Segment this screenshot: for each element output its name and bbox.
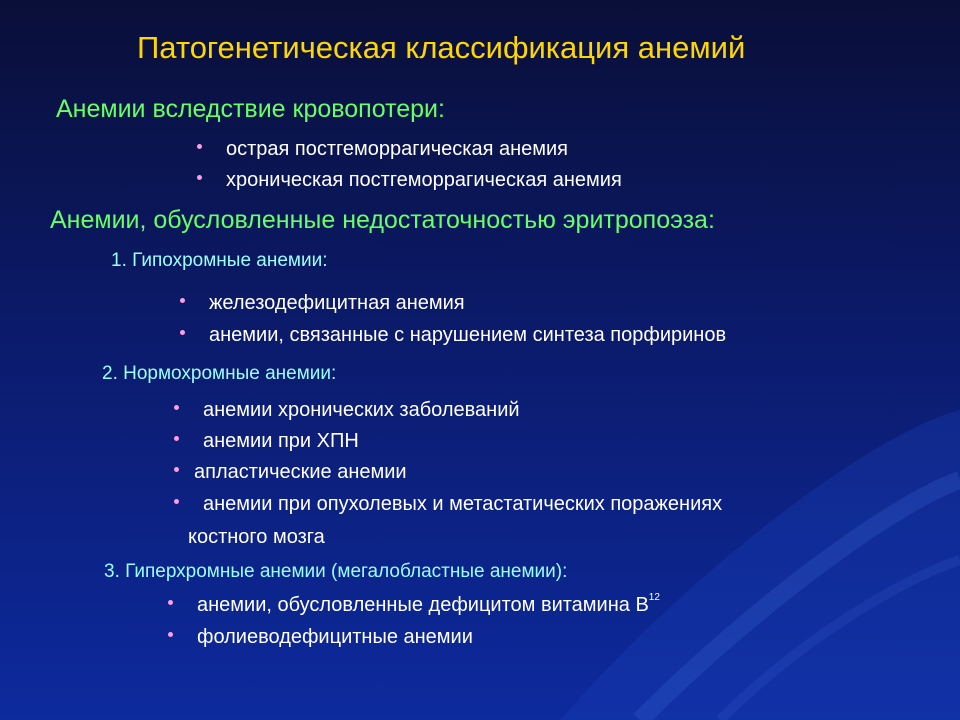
subheading-hypochromic: 1. Гипохромные анемии: bbox=[111, 250, 328, 271]
bullet-icon bbox=[174, 436, 179, 441]
list-item: острая постгеморрагическая анемия bbox=[226, 138, 569, 160]
list-item-continuation: костного мозга bbox=[188, 526, 325, 548]
list-item bbox=[197, 594, 660, 617]
vitamin-subscript: 12 bbox=[648, 592, 660, 603]
page-title: Патогенетическая классификация анемий bbox=[137, 30, 746, 65]
list-item: анемии, связанные с нарушением синтеза порфиринов bbox=[209, 324, 727, 346]
list-item: апластические анемии bbox=[194, 461, 407, 483]
subheading-normochromic: 2. Нормохромные анемии: bbox=[102, 363, 337, 384]
bullet-icon bbox=[174, 467, 179, 472]
list-item: анемии при опухолевых и метастатических поражениях bbox=[203, 493, 723, 515]
subheading-hyperchromic: 3. Гиперхромные анемии (мегалобластные анемии): bbox=[104, 561, 568, 582]
list-item: железодефицитная анемия bbox=[209, 292, 465, 314]
bullet-icon bbox=[180, 298, 185, 303]
heading-blood-loss: Анемии вследствие кровопотери: bbox=[56, 95, 445, 123]
bullet-icon bbox=[168, 632, 173, 637]
bullet-icon bbox=[174, 499, 179, 504]
list-item: фолиеводефицитные анемии bbox=[197, 626, 473, 648]
bullet-icon bbox=[180, 330, 185, 335]
vitamin-b-text: анемии, обусловленные дефицитом витамина В bbox=[197, 594, 649, 616]
list-item: анемии хронических заболеваний bbox=[203, 399, 520, 421]
bullet-icon bbox=[197, 175, 202, 180]
bullet-icon bbox=[168, 600, 173, 605]
list-item: анемии при ХПН bbox=[203, 430, 359, 452]
bullet-icon bbox=[174, 405, 179, 410]
heading-erythropoiesis: Анемии, обусловленные недостаточностью эритропоэза: bbox=[50, 206, 715, 234]
bullet-icon bbox=[197, 144, 202, 149]
list-item: хроническая постгеморрагическая анемия bbox=[226, 169, 622, 191]
